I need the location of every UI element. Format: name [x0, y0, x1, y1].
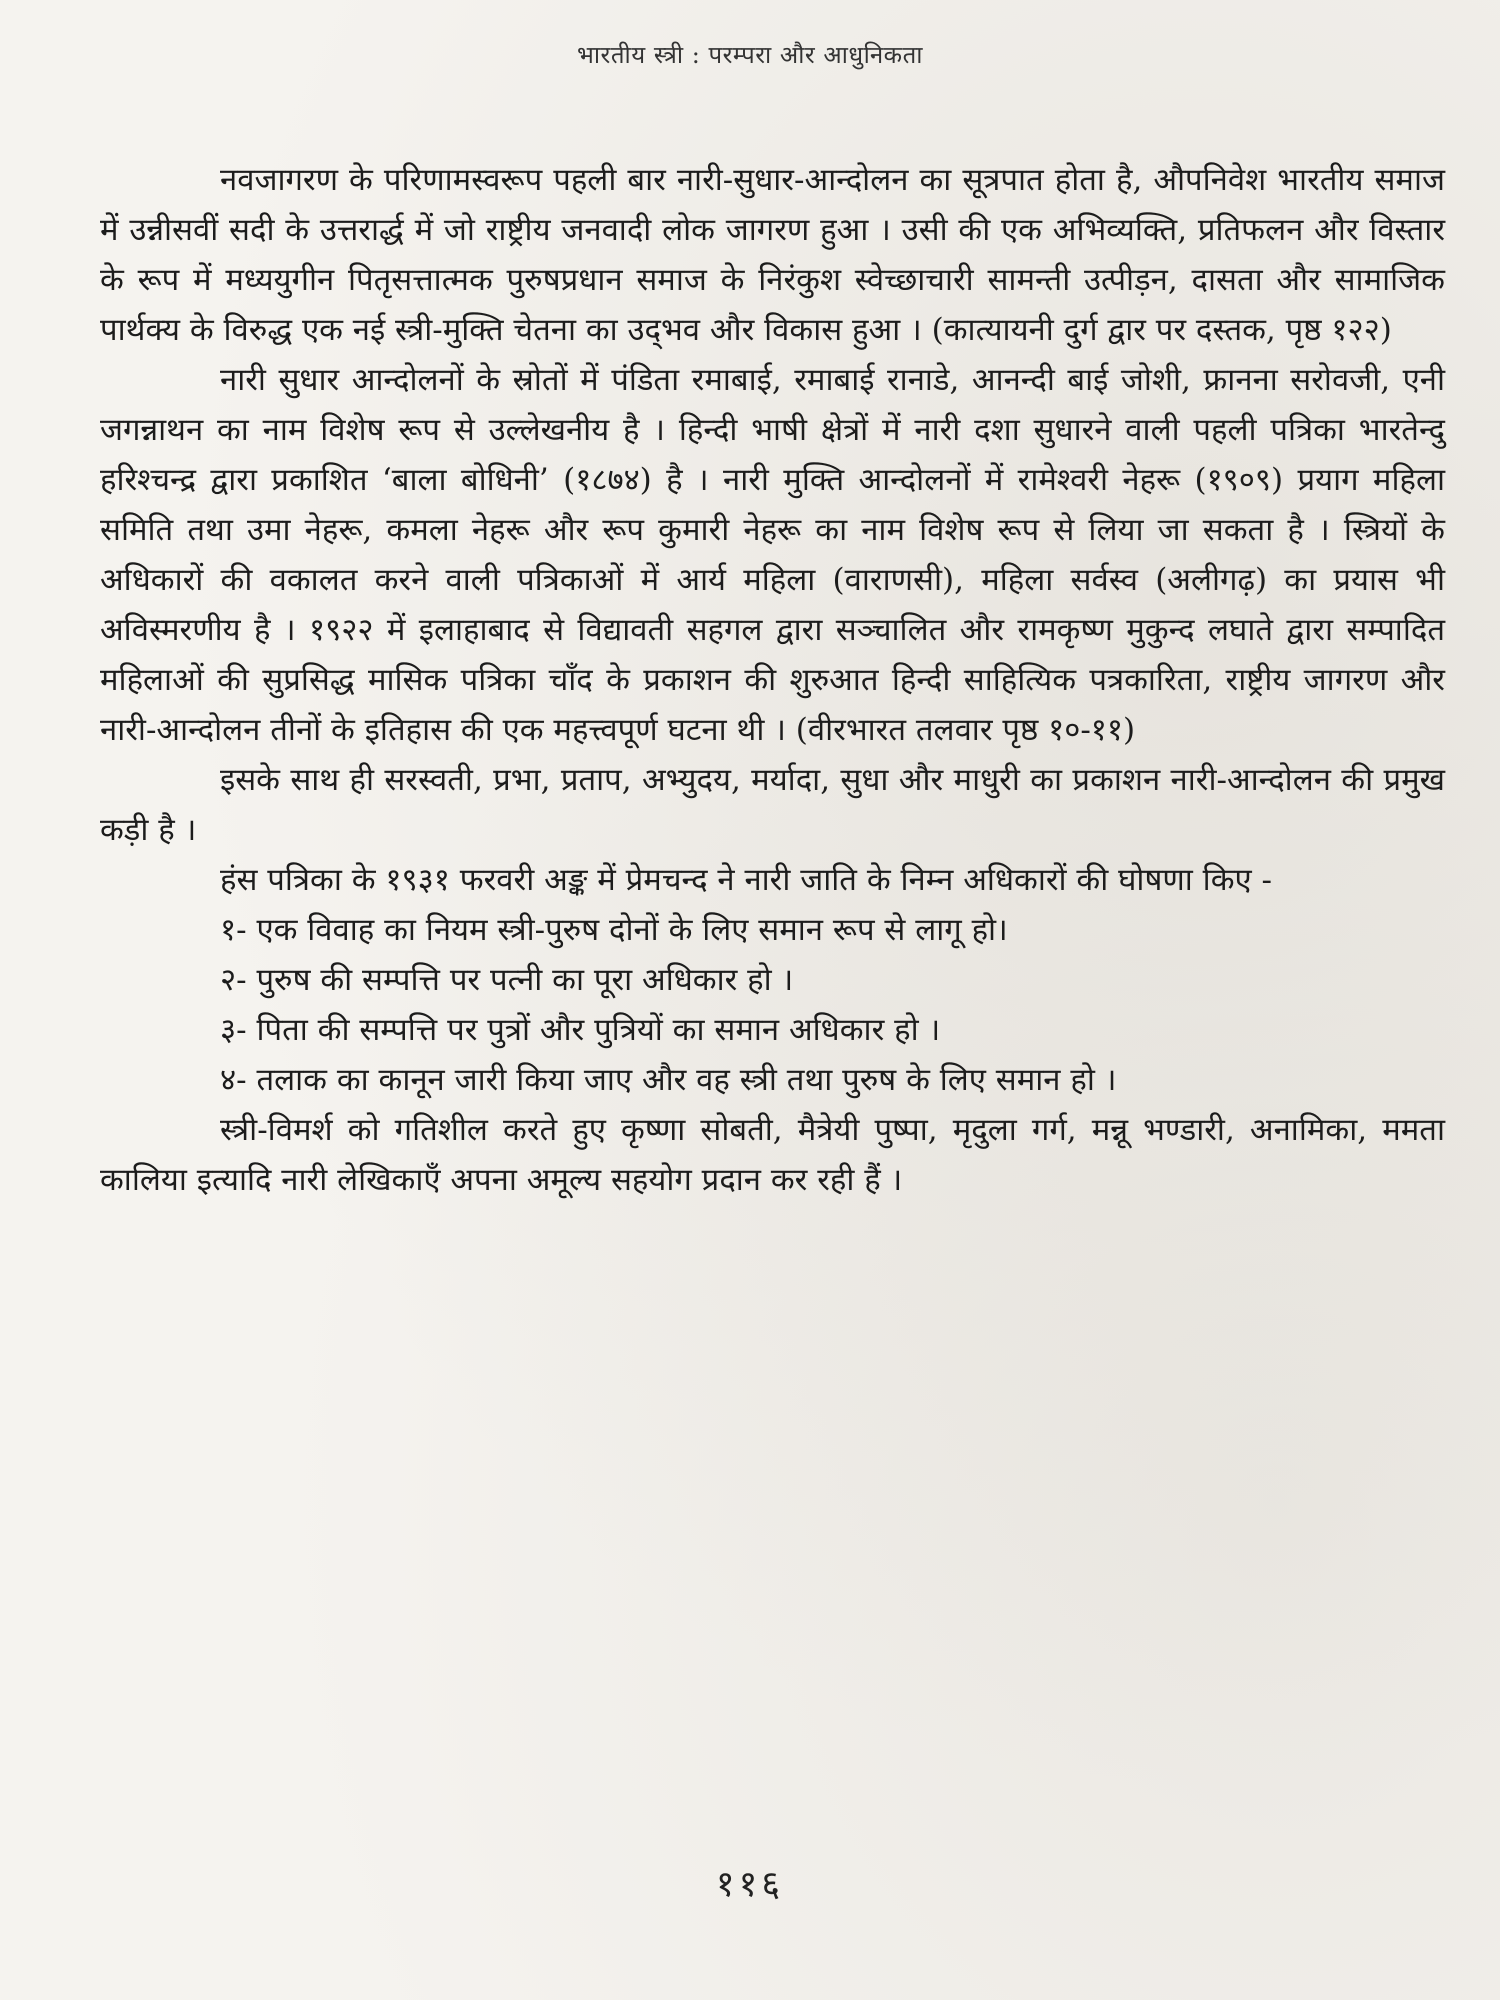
paragraph-2: नारी सुधार आन्दोलनों के स्रोतों में पंडिता रमाबाई, रमाबाई रानाडे, आनन्दी बाई जोशी, फ्रानना सरोवजी, एनी जगन्नाथन का नाम विशेष रूप से उल्लेखनीय है । हिन्दी भाषी क्षेत्रों में नारी दशा सुधारने वाली पहली पत्रिका भारतेन्दु हरिश्चन्द्र द्वारा प्रकाशित ‘बाला बोधिनी’ (१८७४) है । नारी मुक्ति आन्दोलनों में रामेश्वरी नेहरू (१९०९) प्रयाग महिला समिति तथा उमा नेहरू, कमला नेहरू और रूप कुमारी नेहरू का नाम विशेष रूप से लिया जा सकता है । स्त्रियों के अधिकारों की वकालत करने वाली पत्रिकाओं में आर्य महिला (वाराणसी), महिला सर्वस्व (अलीगढ़) का प्रयास भी अविस्मरणीय है । १९२२ में इलाहाबाद से विद्यावती सहगल द्वारा सञ्चालित और रामकृष्ण मुकुन्द लघाते द्वारा सम्पादित महिलाओं की सुप्रसिद्ध मासिक पत्रिका चाँद के प्रकाशन की शुरुआत हिन्दी साहित्यिक पत्रकारिता, राष्ट्रीय जागरण और नारी-आन्दोलन तीनों के इतिहास की एक महत्त्वपूर्ण घटना थी । (वीरभारत तलवार पृष्ठ १०-११)	[100, 362, 1445, 748]
paragraph-3: इसके साथ ही सरस्वती, प्रभा, प्रताप, अभ्युदय, मर्यादा, सुधा और माधुरी का प्रकाशन नारी-आन्दोलन की प्रमुख कड़ी है ।	[100, 762, 1446, 848]
closing-paragraph: स्त्री-विमर्श को गतिशील करते हुए कृष्णा सोबती, मैत्रेयी पुष्पा, मृदुला गर्ग, मन्नू भण्डारी, अनामिका, ममता कालिया इत्यादि नारी लेखिकाएँ अपना अमूल्य सहयोग प्रदान कर रही हैं ।	[100, 1112, 1445, 1198]
list-item-2: २- पुरुष की सम्पत्ति पर पत्नी का पूरा अधिकार हो ।	[220, 962, 794, 998]
running-header: भारतीय स्त्री : परम्परा और आधुनिकता	[576, 41, 924, 69]
paragraph-4: हंस पत्रिका के १९३१ फरवरी अङ्क में प्रेमचन्द ने नारी जाति के निम्न अधिकारों की घोषणा किए -	[220, 862, 1272, 898]
page-number: ११६	[715, 1864, 785, 1905]
list-item-4: ४- तलाक का कानून जारी किया जाए और वह स्त्री तथा पुरुष के लिए समान हो ।	[220, 1062, 1117, 1098]
body-text	[100, 155, 1445, 1205]
list-item-1: १- एक विवाह का नियम स्त्री-पुरुष दोनों के लिए समान रूप से लागू हो।	[220, 912, 1008, 948]
list-item-3: ३- पिता की सम्पत्ति पर पुत्रों और पुत्रियों का समान अधिकार हो ।	[220, 1012, 941, 1048]
paragraph-1: नवजागरण के परिणामस्वरूप पहली बार नारी-सुधार-आन्दोलन का सूत्रपात होता है, औपनिवेश भारतीय समाज में उन्नीसवीं सदी के उत्तरार्द्ध में जो राष्ट्रीय जनवादी लोक जागरण हुआ । उसी की एक अभिव्यक्ति, प्रतिफलन और विस्तार के रूप में मध्ययुगीन पितृसत्तात्मक पुरुषप्रधान समाज के निरंकुश स्वेच्छाचारी सामन्ती उत्पीड़न, दासता और सामाजिक पार्थक्य के विरुद्ध एक नई स्त्री-मुक्ति चेतना का उद्‌भव और विकास हुआ । (कात्यायनी दुर्ग द्वार पर दस्तक, पृष्ठ १२२)	[100, 162, 1445, 348]
